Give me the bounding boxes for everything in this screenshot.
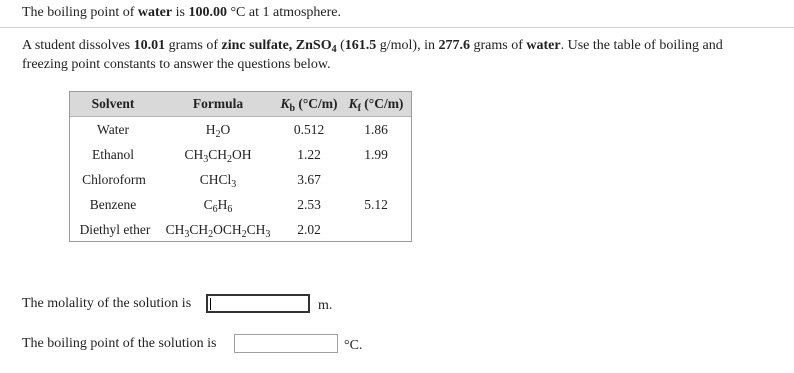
boiling-point-input[interactable] [234, 334, 338, 353]
kf-ethanol: 1.99 [364, 147, 388, 162]
solvent-diethyl-ether: Diethyl ether [79, 222, 151, 237]
header-formula: Formula [192, 96, 244, 111]
kb-diethyl-ether: 2.02 [297, 222, 321, 237]
formula-ethanol: $CH_3CH_2OH$ [184, 147, 252, 165]
header-solvent: Solvent [91, 96, 135, 111]
boiling-point-unit: °C. [344, 338, 363, 353]
kf-water: 1.86 [364, 122, 388, 137]
kb-chloroform: 3.67 [297, 172, 321, 187]
text-caret [210, 298, 211, 310]
formula-benzene: $C_6H_6$ [203, 197, 233, 215]
solvent-benzene: Benzene [89, 197, 137, 212]
kf-benzene: 5.12 [364, 197, 388, 212]
molality-input[interactable] [206, 294, 310, 313]
constants-table [69, 91, 412, 242]
formula-chloroform: CHCl$_3$ [199, 172, 237, 190]
kb-benzene: 2.53 [297, 197, 321, 212]
formula-water: $H_2O$ [205, 122, 231, 140]
kb-ethanol: 1.22 [297, 147, 321, 162]
molality-question-label: The molality of the solution is [22, 296, 192, 311]
kb-water: 0.512 [293, 122, 325, 137]
molality-unit: m. [318, 298, 333, 313]
solvent-ethanol: Ethanol [92, 147, 134, 162]
problem-text-continued: freezing point constants to answer the questions below. [22, 57, 331, 72]
problem-text: A student dissolves 10.01 grams of zinc sulfate, ZnSO$_4$ (161.5 g/mol), in 277.6 grams of water. Use the table of boiling and [22, 38, 723, 55]
header-kb: $K_b$ (°C/m) [280, 96, 338, 114]
formula-diethyl-ether: $CH_3CH_2OCH_2CH_3$ [165, 222, 271, 240]
header-kf: $K_f$ (°C/m) [348, 96, 404, 114]
divider [0, 27, 794, 28]
intro-text: The boiling point of water is 100.00 °C at 1 atmosphere. [22, 5, 342, 20]
solvent-chloroform: Chloroform [82, 172, 146, 187]
solvent-water: Water [97, 122, 129, 137]
boiling-point-question-label: The boiling point of the solution is [22, 336, 217, 351]
